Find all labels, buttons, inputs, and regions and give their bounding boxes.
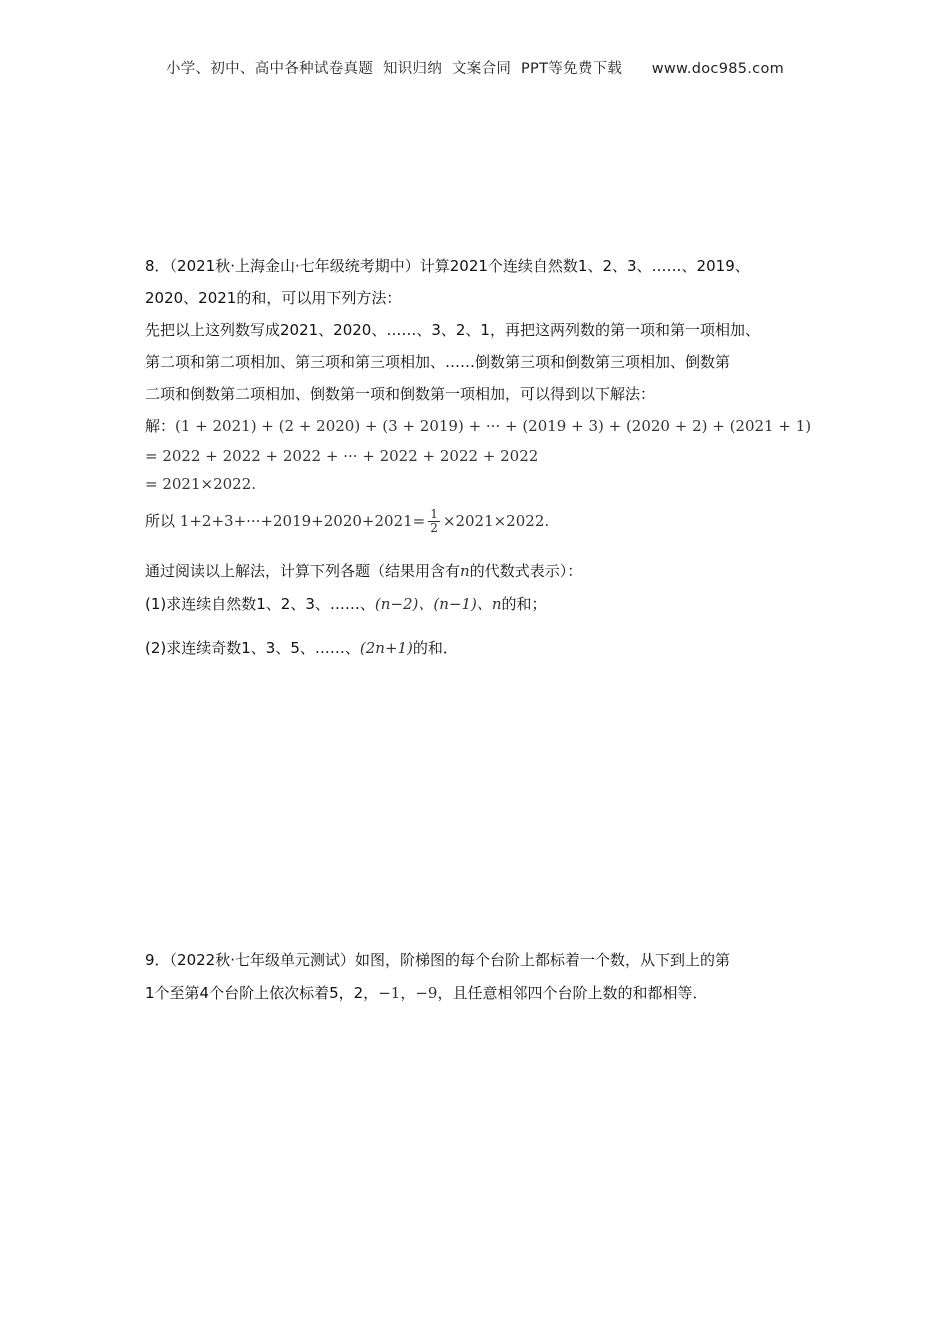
- conclusion-expr-left: 1+2+3+···+2019+2020+2021=: [179, 512, 426, 530]
- separator: ，: [400, 984, 416, 1002]
- instruction-suffix: 的代数式表示）：: [469, 562, 583, 580]
- fraction-denominator: 2: [430, 521, 438, 535]
- part-1-suffix: 的和；: [501, 595, 547, 613]
- q8-conclusion: [145, 508, 549, 535]
- q8-line-3: 先把以上这列数写成2021、2020、……、3、2、1，再把这两列数的第一项和第一项相加、: [145, 321, 760, 339]
- q9-line-1: 9．（2022秋·七年级单元测试）如图，阶梯图的每个台阶上都标着一个数，从下到上的第: [145, 951, 730, 969]
- instruction-prefix: 通过阅读以上解法，计算下列各题（结果用含有: [145, 562, 461, 580]
- variable-n: n: [460, 562, 470, 580]
- conclusion-expr-right: ×2021×2022.: [442, 512, 550, 530]
- q8-line-1: 8．（2021秋·上海金山·七年级统考期中）计算2021个连续自然数1、2、3、……、2019、: [145, 257, 750, 275]
- value-negative-9: −9: [415, 984, 438, 1002]
- value-negative-1: −1: [378, 984, 401, 1002]
- q8-instruction: [145, 560, 582, 581]
- solution-label: 解：: [145, 417, 176, 435]
- solution-expression: (1 + 2021) + (2 + 2020) + (3 + 2019) + ··· + (2019 + 3) + (2020 + 2) + (2021 + 1): [175, 417, 812, 435]
- q9-line-2-prefix: 1个至第4个台阶上依次标着5，2，: [145, 984, 379, 1002]
- q8-line-2: 2020、2021的和，可以用下列方法：: [145, 289, 402, 307]
- q8-line-5: 二项和倒数第二项相加、倒数第一项和倒数第一项相加，可以得到以下解法：: [145, 385, 656, 403]
- fraction-numerator: 1: [430, 507, 438, 521]
- q8-part-2: [145, 637, 458, 658]
- page-header: 小学、初中、高中各种试卷真题 知识归纳 文案合同 PPT等免费下载 www.doc985.com: [165, 61, 785, 77]
- q8-solution-line-3: = 2021×2022.: [145, 475, 257, 493]
- conclusion-label: 所以: [145, 512, 176, 530]
- q8-line-4: 第二项和第二项相加、第三项和第三项相加、……倒数第三项和倒数第三项相加、倒数第: [145, 353, 731, 371]
- q8-solution-line-2: = 2022 + 2022 + 2022 + ··· + 2022 + 2022 + 2022: [145, 447, 539, 465]
- part-2-expression: (2n+1): [359, 639, 413, 657]
- q8-part-1: [145, 593, 547, 614]
- q9-line-2: [145, 982, 707, 1003]
- part-1-expression: (n−2)、(n−1)、n: [374, 595, 502, 613]
- fraction-one-half: [428, 508, 440, 535]
- part-2-prefix: (2)求连续奇数1、3、5、……、: [145, 639, 360, 657]
- part-1-prefix: (1)求连续自然数1、2、3、……、: [145, 595, 375, 613]
- q8-solution-line-1: [145, 415, 811, 436]
- q9-line-2-suffix: ，且任意相邻四个台阶上数的和都相等．: [437, 984, 708, 1002]
- part-2-suffix: 的和．: [412, 639, 458, 657]
